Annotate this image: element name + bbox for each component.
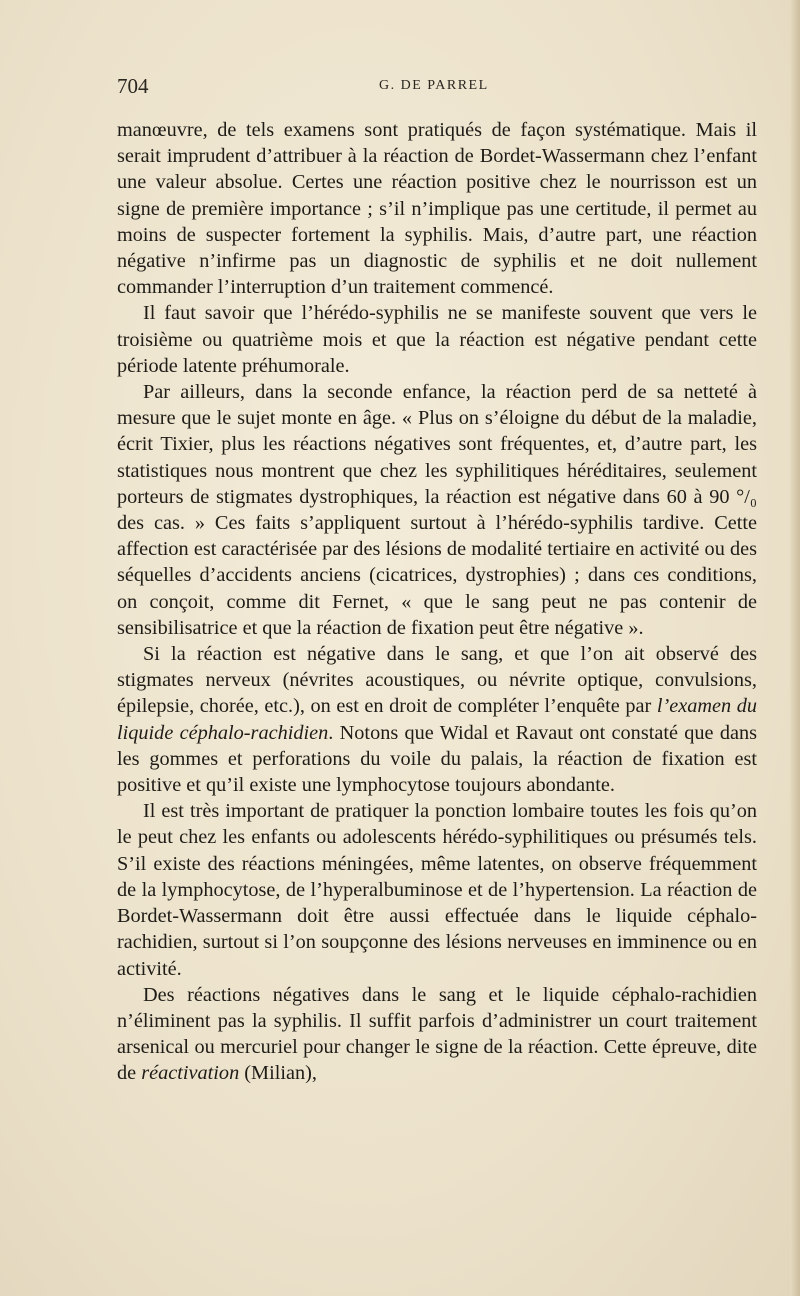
paragraph-6-italic: réactivation <box>141 1062 240 1085</box>
page-edge <box>790 0 800 1296</box>
paragraph-2: Il faut savoir que l’hérédo-syphilis ne se manifeste souvent que vers le troisième ou quatrième mois et que la réaction est négative pendant cette période latente préhumorale. <box>117 302 757 377</box>
paragraph-4-italic: l’examen du liquide céphalo-rachidien <box>117 695 757 744</box>
paragraph-6-text-a: Des réactions négatives dans le sang et le liquide céphalo-rachidien n’éliminent pas la syphilis. Il suffit parfois d’administrer un court traitement arsenical ou mercuriel pour changer le signe de la réaction. Cette épreuve, dite de <box>117 983 757 1085</box>
body-text <box>117 117 757 1087</box>
paragraph-3: Par ailleurs, dans la seconde enfance, la réaction perd de sa netteté à mesure que le sujet monte en âge. « Plus on s’éloigne du début de la maladie, écrit Tixier, plus les réactions négatives sont fréquentes, et, d’autre part, les statistiques nous montrent que chez les syphilitiques héréditaires, seulement porteurs de stigmates dystrophiques, la réaction est négative dans 60 à 90 °/₀ des cas. » Ces faits s’appliquent surtout à l’hérédo-syphilis tardive. Cette affection est caractérisée par des lésions de modalité tertiaire en activité ou des séquelles d’accidents anciens (cicatrices, dystrophies) ; dans ces conditions, on conçoit, comme dit Fernet, « que le sang peut ne pas contenir de sensibilisatrice et que la réaction de fixation peut être négative ». <box>117 381 757 639</box>
page-number: 704 <box>117 74 149 98</box>
paragraph-4-text-a: Si la réaction est négative dans le sang, et que l’on ait observé des stigmates nerveux (névrites acoustiques, ou névrite optique, convulsions, épilepsie, chorée, etc.), on est en droit de compléter l’enquête par <box>117 643 757 718</box>
paragraph-6 <box>117 982 757 1087</box>
paragraph-5: Il est très important de pratiquer la ponction lombaire toutes les fois qu’on le peut chez les enfants ou adolescents hérédo-syphilitiques ou présumés tels. S’il existe des réactions méningées, même latentes, on observe fréquemment de la lymphocytose, de l’hyperalbuminose et de l’hypertension. La réaction de Bordet-Wassermann doit être aussi effectuée dans le liquide céphalo-rachidien, surtout si l’on soupçonne des lésions nerveuses en imminence ou en activité. <box>117 800 757 980</box>
paragraph-4-text-b: . Notons que Widal et Ravaut ont constaté que dans les gommes et perforations du voile du palais, la réaction de fixation est positive et qu’il existe une lymphocytose toujours abondante. <box>117 721 757 797</box>
running-head: G. DE PARREL <box>379 78 489 93</box>
paragraph-4 <box>117 641 757 798</box>
paragraph-6-text-b: (Milian), <box>239 1062 317 1085</box>
page-header <box>117 74 757 104</box>
paragraph-1: manœuvre, de tels examens sont pratiqués de façon systématique. Mais il serait imprudent d’attribuer à la réaction de Bordet-Wassermann chez l’enfant une valeur absolue. Certes une réaction positive chez le nourrisson est un signe de première importance ; s’il n’implique pas une certitude, il permet au moins de suspecter fortement la syphilis. Mais, d’autre part, une réaction négative n’infirme pas un diagnostic de syphilis et ne doit nullement commander l’interruption d’un traitement commencé. <box>117 119 757 299</box>
